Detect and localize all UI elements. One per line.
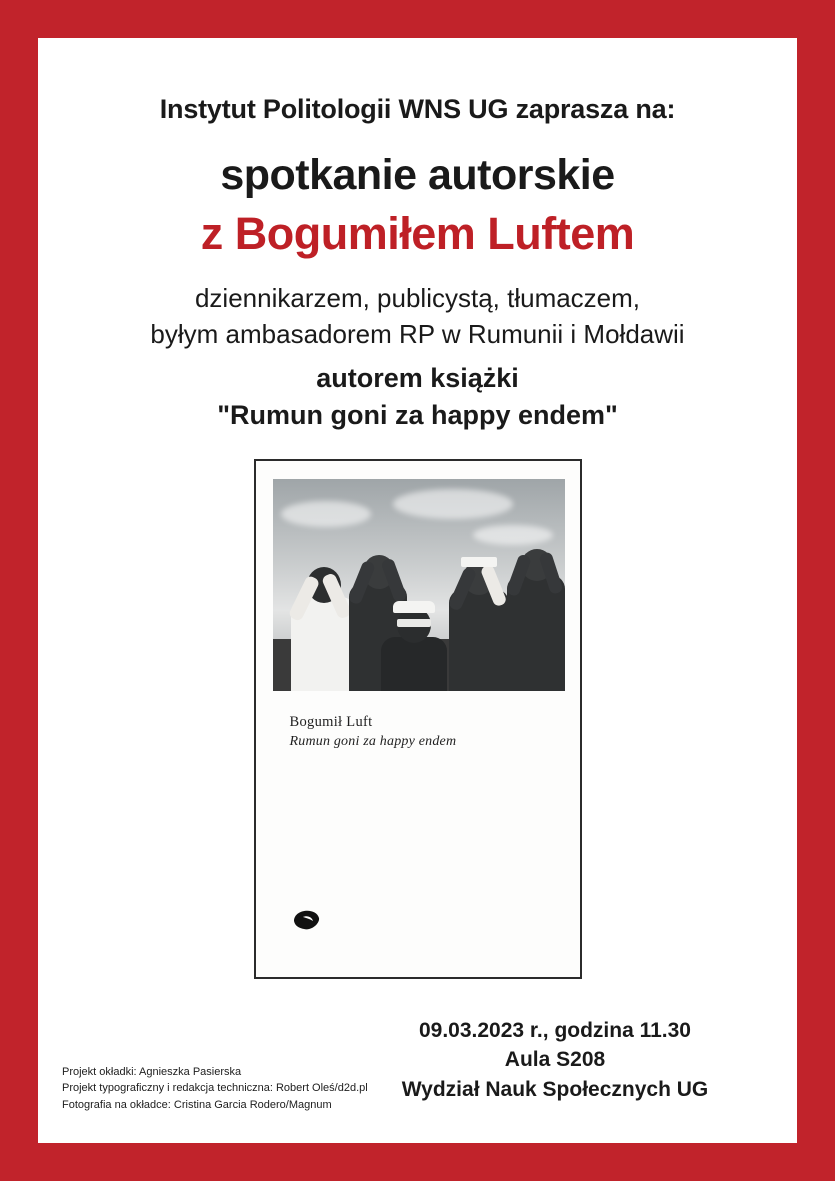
credit-line-2: Projekt typograficzny i redakcja techniczna: Robert Oleś/d2d.pl — [62, 1082, 368, 1094]
cloud-shape — [393, 489, 513, 519]
event-title: spotkanie autorskie — [220, 151, 615, 199]
event-details — [345, 1016, 765, 1105]
eclipse-glasses — [461, 557, 497, 567]
credit-line-3: Fotografia na okładce: Cristina Garcia Rodero/Magnum — [62, 1098, 332, 1111]
cloud-shape — [473, 525, 553, 545]
event-faculty: Wydział Nauk Społecznych UG — [401, 1078, 709, 1102]
figure-body — [381, 637, 447, 691]
cover-credits — [62, 1064, 368, 1114]
czarne-publisher-logo — [290, 901, 324, 935]
cover-text-block — [290, 714, 457, 750]
cover-title: Rumun goni za happy endem — [289, 733, 457, 749]
book-title-quoted: "Rumun goni za happy endem" — [217, 399, 618, 430]
book-label: autorem książki — [316, 362, 519, 393]
credit-line-1: Projekt okładki: Agnieszka Pasierska — [62, 1065, 242, 1078]
cloud-shape — [281, 501, 371, 527]
poster-canvas — [38, 38, 797, 1143]
book-cover-frame — [254, 459, 582, 979]
event-datetime: 09.03.2023 r., godzina 11.30 — [418, 1018, 691, 1042]
invitation-line: Instytut Politologii WNS UG zaprasza na: — [159, 94, 676, 124]
guest-description-line-2: byłym ambasadorem RP w Rumunii i Mołdawii — [150, 319, 685, 350]
book-cover-image — [254, 459, 582, 979]
eclipse-glasses — [393, 601, 435, 613]
event-room: Aula S208 — [504, 1048, 606, 1072]
cover-photograph — [273, 479, 565, 691]
cover-author: Bogumił Luft — [289, 713, 373, 730]
guest-description-line-1: dziennikarzem, publicystą, tłumaczem, — [194, 283, 641, 313]
eclipse-glasses — [397, 619, 431, 627]
event-guest: z Bogumiłem Luftem — [200, 208, 635, 259]
